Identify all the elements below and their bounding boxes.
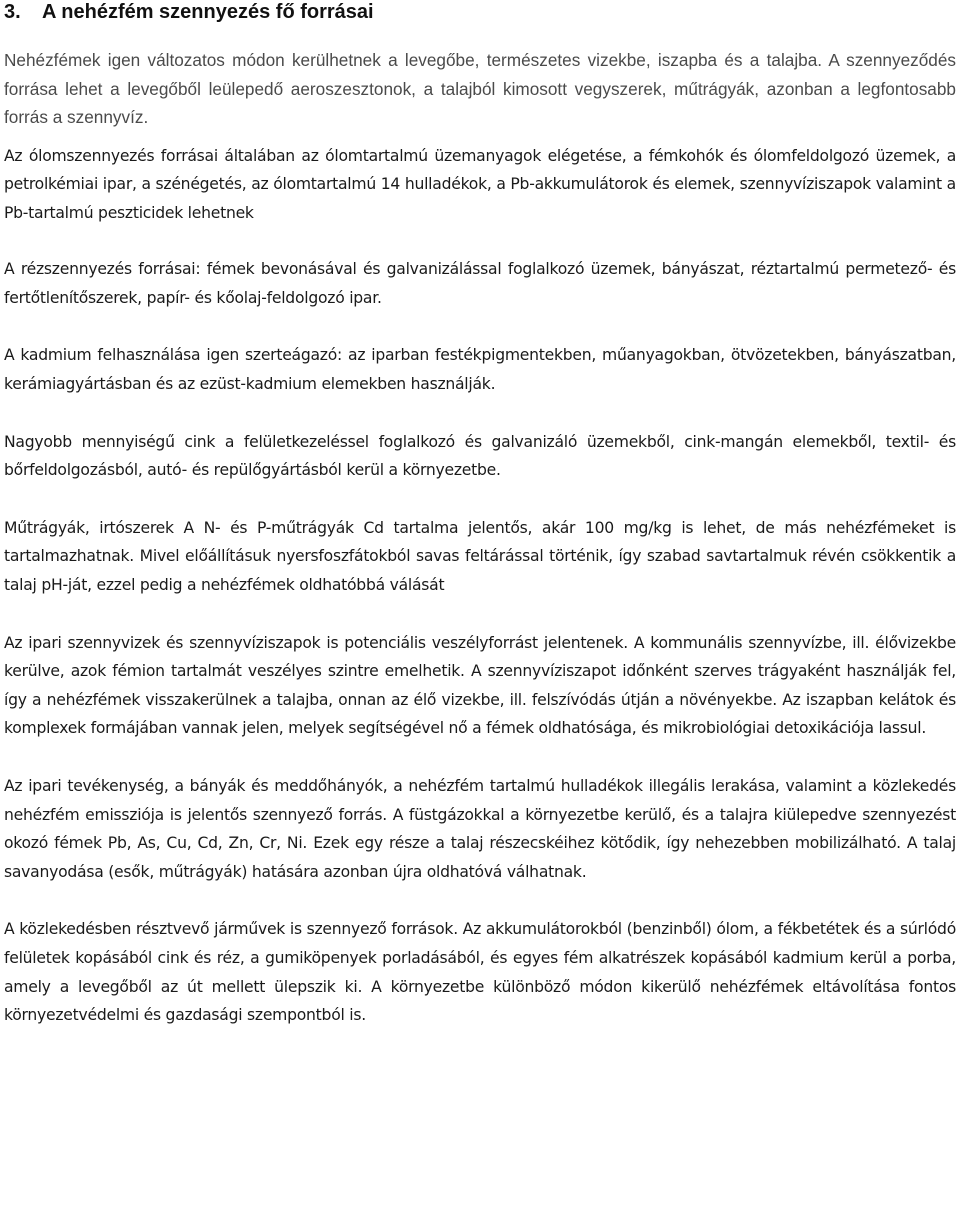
section-heading: [4, 0, 956, 30]
paragraph-copper: A rézszennyezés forrásai: fémek bevonásával és galvanizálással foglalkozó üzemek, bányászat, réztartalmú permetező- és fertőtlenítőszerek, papír- és kőolaj-feldolgozó ipar.: [4, 260, 956, 307]
paragraph-wastewater: Az ipari szennyvizek és szennyvíziszapok is potenciális veszélyforrást jelentenek. A kommunális szennyvízbe, ill. élővizekbe kerülve, azok fémion tartalmát veszélyes szintre emelhetik. A szennyvíziszapot időnként szerves trágyaként használják fel, így a nehézfémek visszakerülnek a talajba, onnan az élő vizekbe, ill. felszívódás útján a növényekbe. Az iszapban kelátok és komplexek formájában vannak jelen, melyek segítségével nő a fémek oldhatósága, és mikrobiológiai detoxikációja lassul.: [4, 633, 956, 738]
paragraph-lead: Az ólomszennyezés forrásai általában az ólomtartalmú üzemanyagok elégetése, a fémkohók és ólomfeldolgozó üzemek, a petrolkémiai ipar, a szénégetés, az ólomtartalmú 14 hulladékok, a Pb-akkumulátorok és elemek, szennyvíziszapok valamint a Pb-tartalmú peszticidek lehetnek: [4, 146, 956, 222]
section-title: A nehézfém szennyezés fő forrásai: [42, 1, 374, 23]
paragraph-zinc: Nagyobb mennyiségű cink a felületkezeléssel foglalkozó és galvanizáló üzemekből, cink-mangán elemekből, textil- és bőrfeldolgozásból, autó- és repülőgyártásból kerül a környezetbe.: [4, 432, 956, 480]
section-number: 3.: [4, 1, 21, 23]
paragraph-intro: Nehézfémek igen változatos módon kerülhetnek a levegőbe, természetes vizekbe, iszapba és a talajba. A szennyeződés forrása lehet a levegőből leülepedő aeroszesztonok, a talajból kimosott vegyszerek, műtrágyák, azonban a legfontosabb forrás a szennyvíz.: [4, 50, 956, 127]
paragraph-transport: A közlekedésben résztvevő járművek is szennyező források. Az akkumulátorokból (benzinből) ólom, a fékbetétek és a súrlódó felületek kopásából cink és réz, a gumiköpenyek porladásából, és egyes fém alkatrészek kopásából kadmium kerül a porba, amely a levegőből az út mellett ülepszik ki. A környezetbe különböző módon kikerülő nehézfémek eltávolítása fontos környezetvédelmi és gazdasági szempontból is.: [4, 920, 956, 1025]
paragraph-fertilizers: Műtrágyák, irtószerek A N- és P-műtrágyák Cd tartalma jelentős, akár 100 mg/kg is lehet, de más nehézfémeket is tartalmazhatnak. Mivel előállításuk nyersfoszfátokból savas feltárással történik, így szabad savtartalmuk révén csökkentik a talaj pH-ját, ezzel pedig a nehézfémek oldhatóbbá válását: [4, 518, 956, 595]
paragraph-cadmium: A kadmium felhasználása igen szerteágazó: az iparban festékpigmentekben, műanyagokban, ötvözetekben, bányászatban, kerámiagyártásban és az ezüst-kadmium elemekben használják.: [4, 346, 956, 394]
paragraph-industry: Az ipari tevékenység, a bányák és meddőhányók, a nehézfém tartalmú hulladékok illegális lerakása, valamint a közlekedés nehézfém emissziója is jelentős szennyező forrás. A füstgázokkal a környezetbe kerülő, és a talajra kiülepedve szennyezést okozó fémek Pb, As, Cu, Cd, Zn, Cr, Ni. Ezek egy része a talaj részecskéihez kötődik, így nehezebben mobilizálható. A talaj savanyodása (esők, műtrágyák) hatására azonban újra oldhatóvá válhatnak.: [4, 777, 956, 881]
